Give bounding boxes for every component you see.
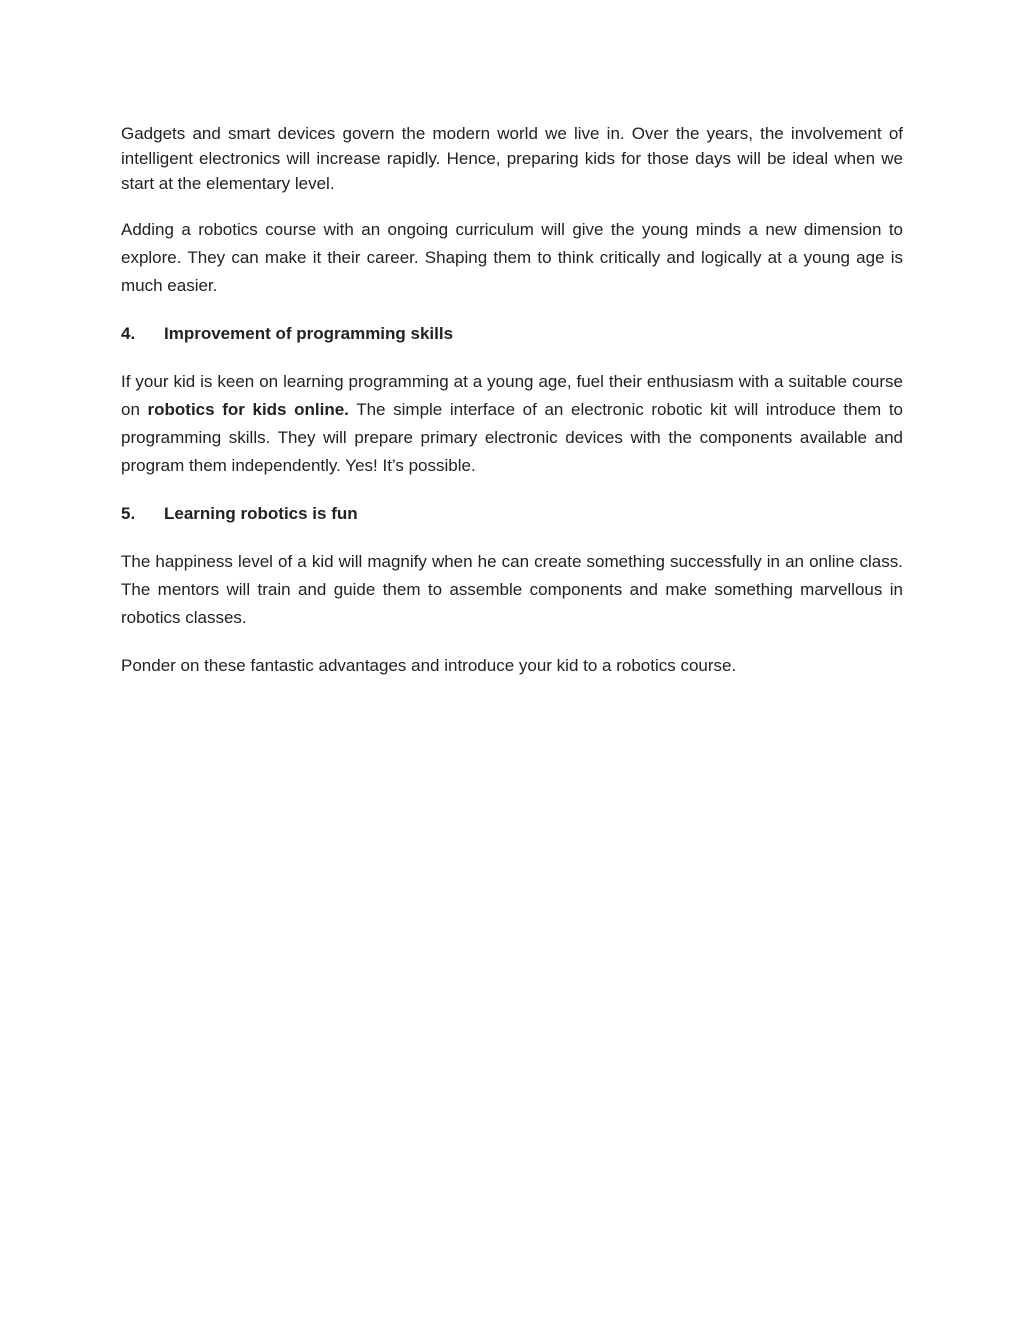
paragraph-programming	[121, 368, 903, 480]
paragraph-intro: Gadgets and smart devices govern the modern world we live in. Over the years, the involvement of intelligent electronics will increase rapidly. Hence, preparing kids for those days will be ideal when we start at the elementary level.	[121, 124, 903, 193]
section-heading-4	[121, 320, 903, 348]
document-page	[121, 121, 903, 680]
section-title: Learning robotics is fun	[164, 504, 358, 523]
section-title: Improvement of programming skills	[164, 324, 454, 343]
section-heading-5	[121, 500, 903, 528]
paragraph-conclusion: Ponder on these fantastic advantages and introduce your kid to a robotics course.	[121, 656, 737, 675]
paragraph-text: If your kid is keen on learning programming at a young age, fuel their enthusiasm with a suitable course on	[121, 372, 903, 419]
paragraph-fun: The happiness level of a kid will magnify when he can create something successfully in an online class. The mentors will train and guide them to assemble components and make something marvellous in robotics classes.	[121, 552, 903, 627]
section-number: 4.	[121, 324, 136, 343]
bold-phrase: robotics for kids online.	[147, 400, 349, 419]
section-number: 5.	[121, 504, 136, 523]
paragraph-robotics-course: Adding a robotics course with an ongoing curriculum will give the young minds a new dimension to explore. They can make it their career. Shaping them to think critically and logically at a young age is much easier.	[121, 220, 903, 295]
paragraph-text: The simple interface of an electronic robotic kit will introduce them to programming skills. They will prepare primary electronic devices with the components available and program them independently. Yes! It’s possible.	[121, 400, 904, 475]
